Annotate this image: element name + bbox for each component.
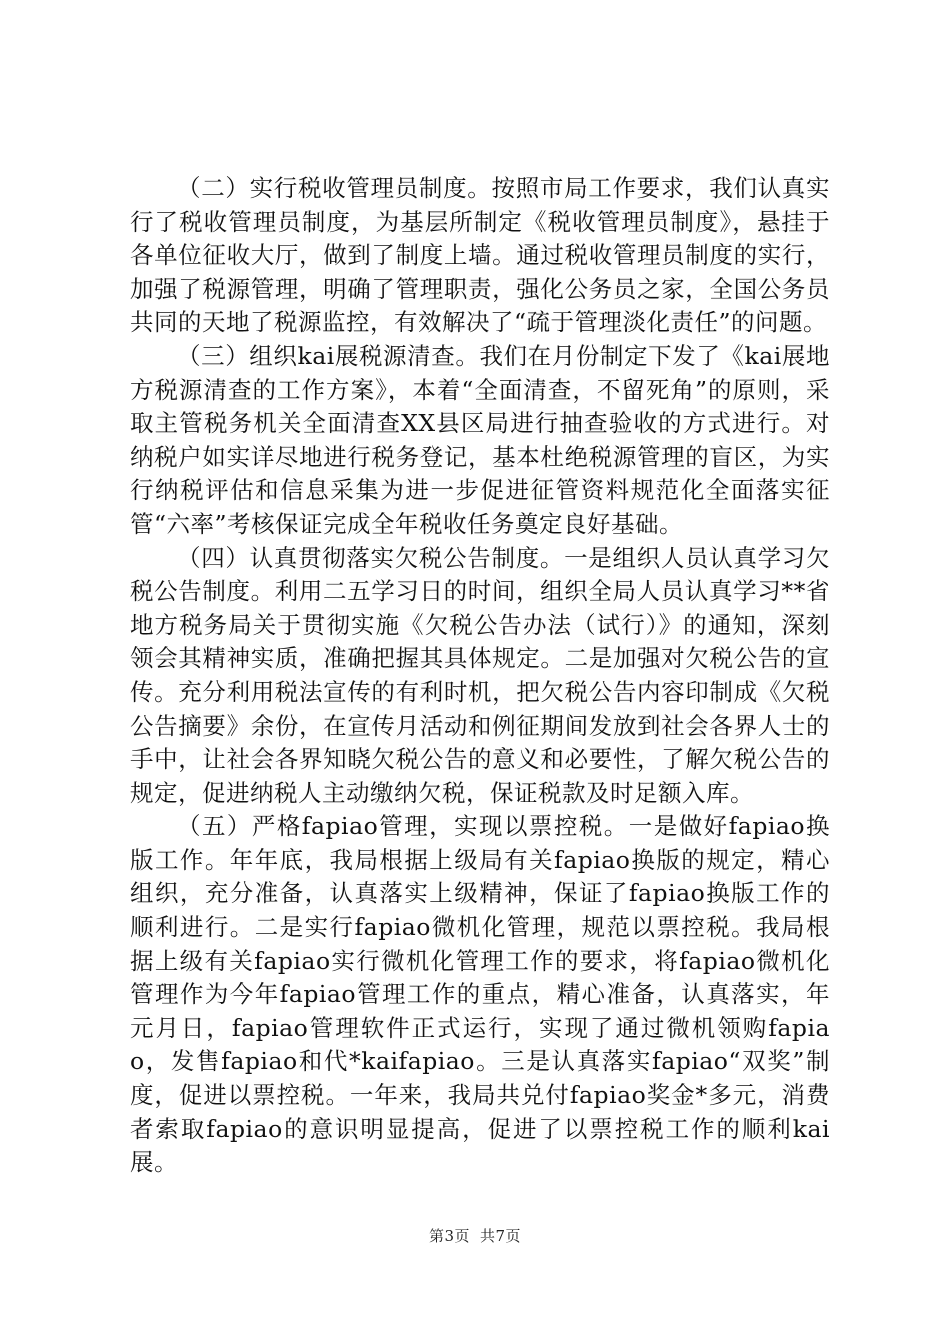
paragraph-section-5: （五）严格fapiao管理，实现以票控税。一是做好fapiao换版工作。年年底，我局根据上级局有关fapiao换版的规定，精心组织，充分准备，认真落实上级精神，保证了fapiao换版工作的顺利进行。二是实行fapiao微机化管理，规范以票控税。我局根据上级有关fapiao实行微机化管理工作的要求，将fapiao微机化管理作为今年fapiao管理工作的重点，精心准备，认真落实，年元月日，fapiao管理软件正式运行，实现了通过微机领购fapiao，发售fapiao和代*kaifapiao。三是认真落实fapiao“双奖”制度，促进以票控税。一年来，我局共兑付fapiao奖金*多元，消费者索取fapiao的意识明显提高，促进了以票控税工作的顺利kai展。: [130, 812, 830, 1177]
page-number: 第3页: [428, 1227, 470, 1245]
page-total: 共7页: [480, 1227, 522, 1245]
page-footer: [0, 1226, 950, 1246]
paragraph-section-4: （四）认真贯彻落实欠税公告制度。一是组织人员认真学习欠税公告制度。利用二五学习日的时间，组织全局人员认真学习**省地方税务局关于贯彻实施《欠税公告办法（试行）》的通知，深刻领会其精神实质，准确把握其具体规定。二是加强对欠税公告的宣传。充分利用税法宣传的有利时机，把欠税公告内容印制成《欠税公告摘要》余份，在宣传月活动和例征期间发放到社会各界人士的手中，让社会各界知晓欠税公告的意义和必要性，了解欠税公告的规定，促进纳税人主动缴纳欠税，保证税款及时足额入库。: [130, 543, 830, 807]
paragraph-section-3: （三）组织kai展税源清查。我们在月份制定下发了《kai展地方税源清查的工作方案》，本着“全面清查，不留死角”的原则，采取主管税务机关全面清查XX县区局进行抽查验收的方式进行。对纳税户如实详尽地进行税务登记，基本杜绝税源管理的盲区，为实行纳税评估和信息采集为进一步促进征管资料规范化全面落实征管“六率”考核保证完成全年税收任务奠定良好基础。: [130, 341, 830, 538]
document-body: [130, 172, 830, 1180]
paragraph-section-2: （二）实行税收管理员制度。按照市局工作要求，我们认真实行了税收管理员制度，为基层所制定《税收管理员制度》，悬挂于各单位征收大厅，做到了制度上墙。通过税收管理员制度的实行，加强了税源管理，明确了管理职责，强化公务员之家，全国公务员共同的天地了税源监控，有效解决了“疏于管理淡化责任”的问题。: [130, 174, 830, 337]
